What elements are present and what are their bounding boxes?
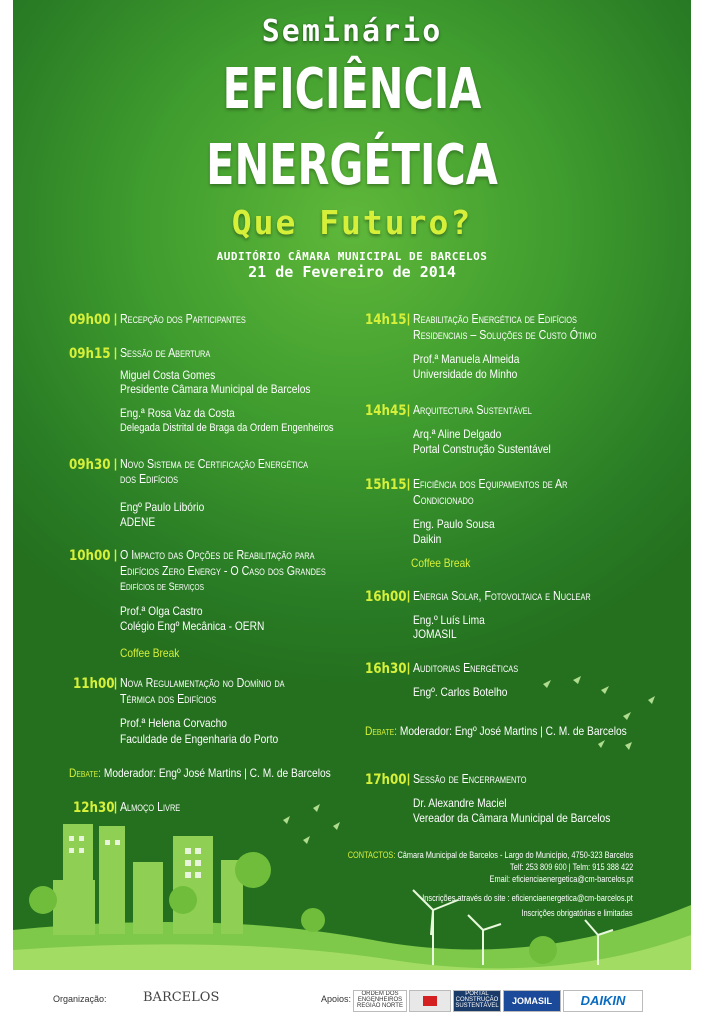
session-title-1: | Reabilitação Energética de Edifícios <box>407 311 577 326</box>
speaker-name: Prof.ª Olga Castro <box>120 604 203 618</box>
session-time: 09h00 <box>69 312 111 328</box>
logo-red <box>409 990 451 1012</box>
session-title: | Almoço Livre <box>114 799 181 814</box>
session-time: 14h45 <box>365 403 407 419</box>
poster <box>13 0 691 1024</box>
subtitle: Que Futuro? <box>231 203 473 242</box>
speaker-name: Prof.ª Helena Corvacho <box>120 716 227 730</box>
session-time: 11h00 <box>73 676 115 692</box>
speaker-role: Universidade do Minho <box>413 367 518 381</box>
logo-ordem-engenheiros: ORDEM DOS ENGENHEIROS REGIÃO NORTE <box>353 990 407 1012</box>
speaker-name: Prof.ª Manuela Almeida <box>413 352 520 366</box>
speaker-role: ADENE <box>120 515 156 529</box>
speaker-name: Eng.º Luís Lima <box>413 613 485 627</box>
contacts-line-1: CONTACTOS: Câmara Municipal de Barcelos - Largo do Município, 4750-323 Barcelos <box>347 850 633 860</box>
debate-right: Debate: Moderador: Engº José Martins | C. M. de Barcelos <box>365 724 627 738</box>
session-title-2: Residenciais – Soluções de Custo Ótimo <box>413 327 597 342</box>
speaker-role: Faculdade de Engenharia do Porto <box>120 732 279 746</box>
session-time: 15h15 <box>365 477 407 493</box>
speaker-name: Arq.ª Aline Delgado <box>413 427 502 441</box>
session-title-1: | Nova Regulamentação no Domínio da <box>114 675 285 690</box>
speaker-role: Daikin <box>413 532 442 546</box>
speaker-role: JOMASIL <box>413 627 457 641</box>
session-title-1: | Eficiência dos Equipamentos de Ar <box>407 476 568 491</box>
coffee-break-right: Coffee Break <box>411 556 471 570</box>
contacts-line-2: Telf: 253 809 600 | Telm: 915 388 422 <box>509 862 633 872</box>
footer <box>13 970 691 1024</box>
session-title-1: | O Impacto das Opções de Reabilitação para <box>114 547 315 562</box>
session-time: 10h00 <box>69 548 111 564</box>
session-title: | Arquitectura Sustentável <box>407 402 532 417</box>
session-time: 16h30 <box>365 661 407 677</box>
session-title-2: Térmica dos Edifícios <box>120 691 217 706</box>
seminar-label: Seminário <box>261 14 443 49</box>
session-title: | Sessão de Encerramento <box>407 771 527 786</box>
speaker-name: Dr. Alexandre Maciel <box>413 796 507 810</box>
speaker-name: Eng. Paulo Sousa <box>413 517 495 531</box>
speaker-role: Colégio Engº Mecânica - OERN <box>120 619 265 633</box>
session-title-1: | Novo Sistema de Certificação Energética <box>114 456 309 471</box>
coffee-break-left: Coffee Break <box>120 646 180 660</box>
session-title: | Energia Solar, Fotovoltaica e Nuclear <box>407 588 591 603</box>
session-time: 14h15 <box>365 312 407 328</box>
logo-jomasil: JOMASIL <box>503 990 561 1012</box>
session-title-2: Edifícios Zero Energy - O Caso dos Grandes <box>120 563 326 578</box>
session-title-2: Condicionado <box>413 492 474 507</box>
speaker-name: Eng.ª Rosa Vaz da Costa <box>120 406 235 420</box>
session-title: | Recepção dos Participantes <box>114 311 246 326</box>
inscricoes-line-2: Inscrições obrigatórias e limitadas <box>521 908 633 918</box>
speaker-name: Engº Paulo Libório <box>120 500 205 514</box>
speaker-role: Portal Construção Sustentável <box>413 442 551 456</box>
title-line-2: ENERGÉTICA <box>206 133 498 198</box>
title-line-1: EFICIÊNCIA <box>222 57 482 122</box>
logo-daikin: DAIKIN <box>563 990 643 1012</box>
speaker-name: Miguel Costa Gomes <box>120 368 216 382</box>
org-label: Organização: <box>53 994 107 1004</box>
speaker-role: Delegada Distrital de Braga da Ordem Engenheiros <box>120 422 334 434</box>
inscricoes-line-1: Inscrições através do site : eficienciaenergetica@cm-barcelos.pt <box>422 893 633 903</box>
speaker-role: Presidente Câmara Municipal de Barcelos <box>120 382 311 396</box>
session-time: 09h30 <box>69 457 111 473</box>
org-barcelos-logo: BARCELOS <box>143 990 220 1005</box>
venue: AUDITÓRIO CÂMARA MUNICIPAL DE BARCELOS <box>216 250 488 263</box>
session-title: | Auditorias Energéticas <box>407 660 519 675</box>
speaker-name: Engº. Carlos Botelho <box>413 685 508 699</box>
session-time: 17h00 <box>365 772 407 788</box>
contacts-line-3: Email: eficienciaenergetica@cm-barcelos.pt <box>489 874 633 884</box>
session-time: 12h30 <box>73 800 115 816</box>
debate-left: Debate: Moderador: Engº José Martins | C. M. de Barcelos <box>69 766 331 780</box>
session-title-2: dos Edifícios <box>120 471 179 486</box>
session-title: | Sessão de Abertura <box>114 345 211 360</box>
city-illustration <box>13 0 691 1024</box>
speaker-role: Vereador da Câmara Municipal de Barcelos <box>413 811 611 825</box>
apoios-label: Apoios: <box>321 994 352 1004</box>
session-title-3: Edifícios de Serviços <box>120 581 204 593</box>
logo-portal: PORTAL CONSTRUÇÃO SUSTENTÁVEL <box>453 990 501 1012</box>
session-time: 16h00 <box>365 589 407 605</box>
session-time: 09h15 <box>69 346 111 362</box>
event-date: 21 de Fevereiro de 2014 <box>248 263 456 281</box>
